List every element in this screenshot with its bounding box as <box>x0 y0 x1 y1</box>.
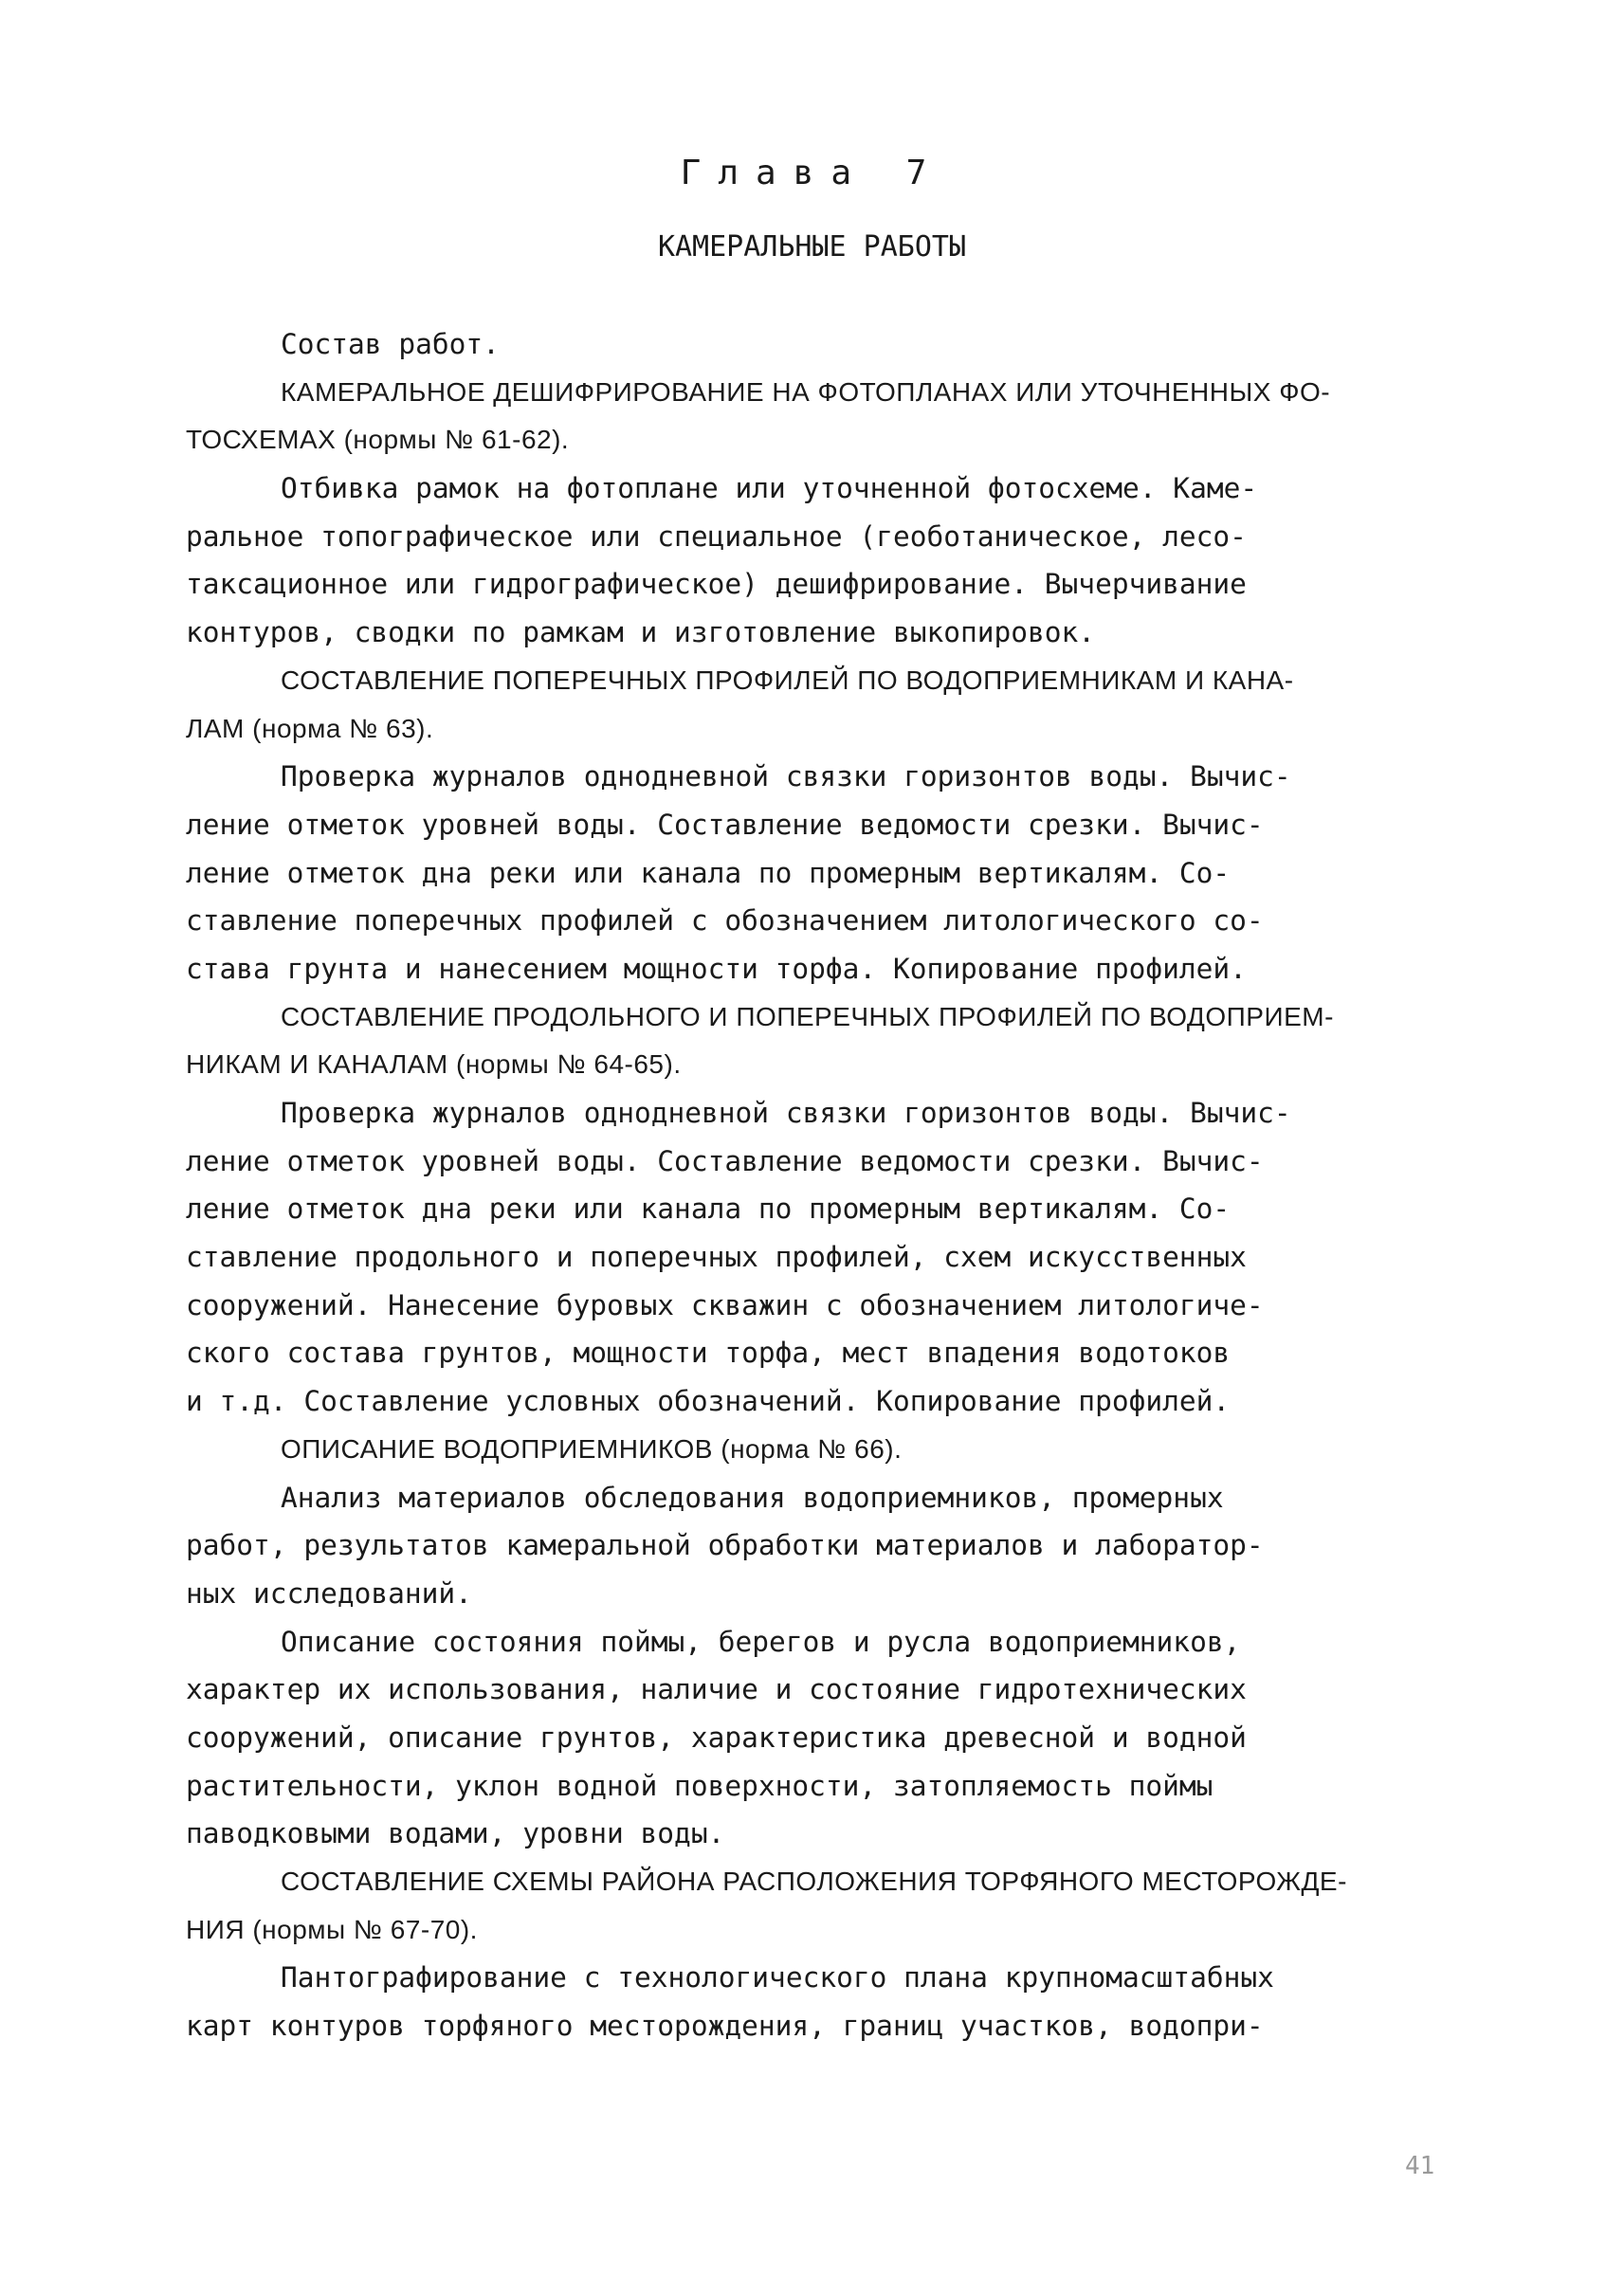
text-line: и т.д. Составление условных обозначений. Копирование профилей. <box>186 1385 1231 1418</box>
text-line: Проверка журналов однодневной связки горизонтов воды. Вычис- <box>281 760 1291 793</box>
text-line: ление отметок дна реки или канала по промерным вертикалям. Со- <box>186 856 1231 889</box>
text-line: паводковыми водами, уровни воды. <box>186 1817 725 1850</box>
text-line: НИЯ (нормы № 67-70). <box>186 1914 478 1944</box>
text-line: сооружений, описание грунтов, характеристика древесной и водной <box>186 1721 1247 1754</box>
text-line: ТОСХЕМАХ (нормы № 61-62). <box>186 425 570 455</box>
text-line: контуров, сводки по рамкам и изготовление выкопировок. <box>186 616 1096 649</box>
text-line: Отбивка рамок на фотоплане или уточненной фотосхеме. Каме- <box>281 472 1258 505</box>
text-line: таксационное или гидрографическое) дешифрирование. Вычерчивание <box>186 568 1247 601</box>
text-line: ского состава грунтов, мощности торфа, мест впадения водотоков <box>186 1337 1231 1370</box>
text-line: Проверка журналов однодневной связки горизонтов воды. Вычис- <box>281 1097 1291 1129</box>
text-line: растительности, уклон водной поверхности, затопляемость поймы <box>186 1769 1213 1802</box>
text-line: ление отметок уровней воды. Составление ведомости срезки. Вычис- <box>186 808 1264 841</box>
text-line: Пантографирование с технологического плана крупномасштабных <box>281 1961 1274 1994</box>
text-line: сооружений. Нанесение буровых скважин с обозначением литологиче- <box>186 1288 1264 1321</box>
text-line: характер их использования, наличие и состояние гидротехнических <box>186 1673 1247 1706</box>
text-line: работ, результатов камеральной обработки материалов и лаборатор- <box>186 1529 1264 1562</box>
chapter-title: КАМЕРАЛЬНЫЕ РАБОТЫ <box>657 230 967 264</box>
text-line: ление отметок дна реки или канала по промерным вертикалям. Со- <box>186 1193 1231 1226</box>
text-line: Анализ материалов обследования водоприемников, промерных <box>281 1481 1224 1514</box>
text-line: става грунта и нанесением мощности торфа. Копирование профилей. <box>186 952 1247 985</box>
text-line: ставление поперечных профилей с обозначением литологического со- <box>186 904 1264 938</box>
page-number: 41 <box>1405 2152 1435 2180</box>
text-line: СОСТАВЛЕНИЕ ПОПЕРЕЧНЫХ ПРОФИЛЕЙ ПО ВОДОПРИЕМНИКАМ И КАНА- <box>281 665 1294 695</box>
text-line: ЛАМ (норма № 63). <box>186 713 434 743</box>
body-text <box>186 320 1456 2050</box>
text-line: ОПИСАНИЕ ВОДОПРИЕМНИКОВ (норма № 66). <box>281 1433 903 1464</box>
text-line: ставление продольного и поперечных профилей, схем искусственных <box>186 1241 1247 1274</box>
text-line: ральное топографическое или специальное (геоботаническое, лесо- <box>186 519 1247 553</box>
text-line: НИКАМ И КАНАЛАМ (нормы № 64-65). <box>186 1049 682 1080</box>
text-line: КАМЕРАЛЬНОЕ ДЕШИФРИРОВАНИЕ НА ФОТОПЛАНАХ ИЛИ УТОЧНЕННЫХ ФО- <box>281 376 1331 407</box>
text-line: Состав работ. <box>281 328 500 360</box>
text-line: СОСТАВЛЕНИЕ СХЕМЫ РАЙОНА РАСПОЛОЖЕНИЯ ТОРФЯНОГО МЕСТОРОЖДЕ- <box>281 1867 1347 1896</box>
text-line: карт контуров торфяного месторождения, границ участков, водопри- <box>186 2010 1264 2043</box>
chapter-heading: Глава 7 <box>680 154 944 192</box>
text-line: Описание состояния поймы, берегов и русла водоприемников, <box>281 1625 1241 1658</box>
text-line: СОСТАВЛЕНИЕ ПРОДОЛЬНОГО И ПОПЕРЕЧНЫХ ПРОФИЛЕЙ ПО ВОДОПРИЕМ- <box>281 1001 1334 1031</box>
text-line: ных исследований. <box>186 1576 472 1610</box>
text-line: ление отметок уровней воды. Составление ведомости срезки. Вычис- <box>186 1144 1264 1177</box>
